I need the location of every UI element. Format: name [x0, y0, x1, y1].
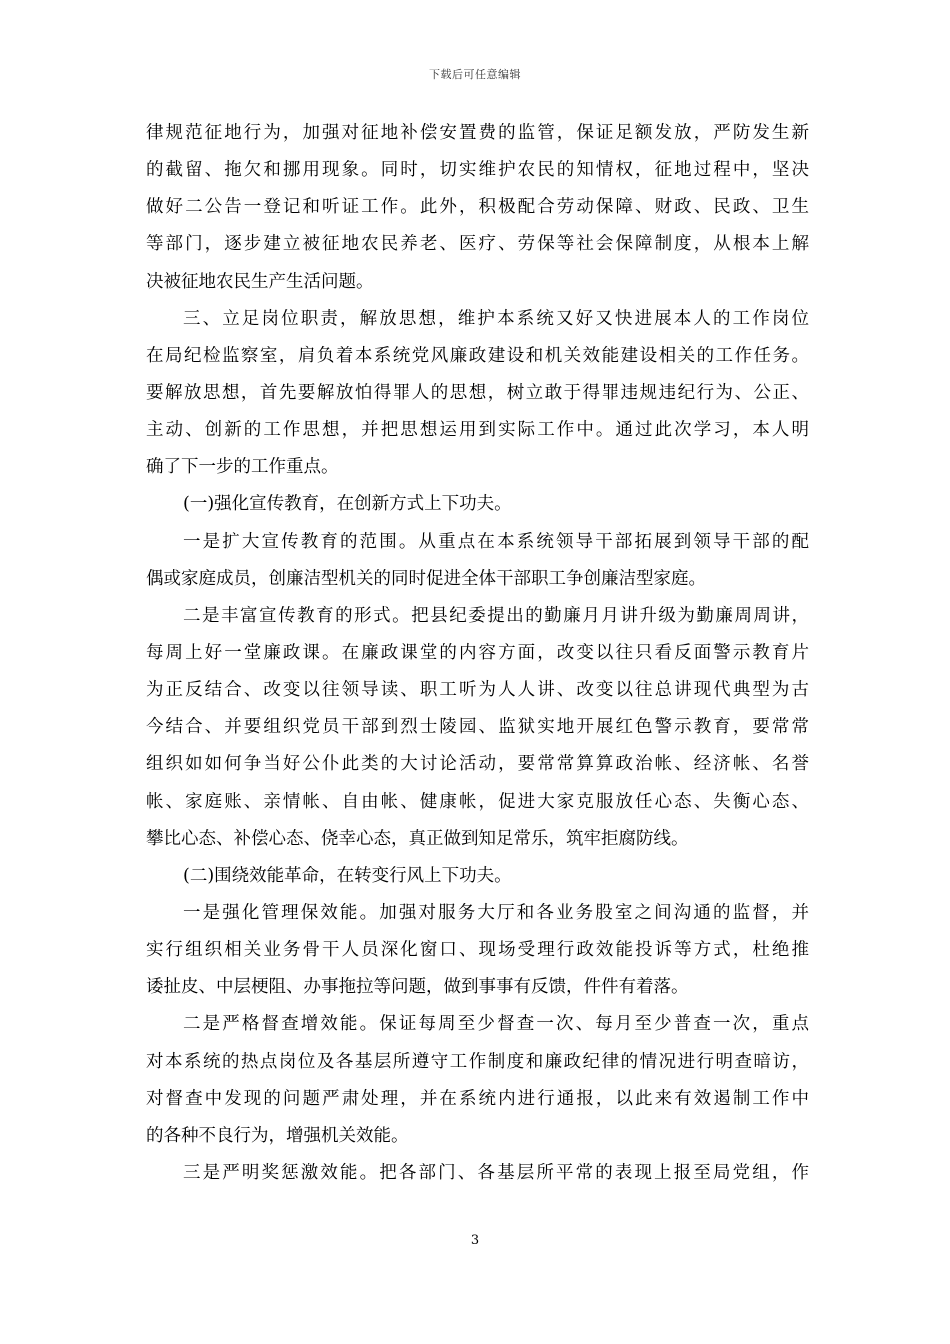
text-line: 偶或家庭成员，创廉洁型机关的同时促进全体干部职工争创廉洁型家庭。 [146, 568, 706, 589]
text-line: 一是扩大宣传教育的范围。从重点在本系统领导干部拓展到领导干部的配 [183, 531, 809, 552]
text-line: 每周上好一堂廉政课。在廉政课堂的内容方面，改变以往只看反面警示教育片 [146, 642, 809, 663]
text-line: 三、立足岗位职责，解放思想，维护本系统又好又快进展本人的工作岗位 [183, 308, 809, 329]
text-line: 等部门，逐步建立被征地农民养老、医疗、劳保等社会保障制度，从根本上解 [146, 234, 809, 255]
text-line: 二是丰富宣传教育的形式。把县纪委提出的勤廉月月讲升级为勤廉周周讲， [183, 605, 809, 626]
text-line: 决被征地农民生产生活问题。 [146, 271, 374, 292]
text-line: 要解放思想，首先要解放怕得罪人的思想，树立敢于得罪违规违纪行为、公正、 [146, 382, 809, 403]
text-line: 律规范征地行为，加强对征地补偿安置费的监管，保证足额发放，严防发生新 [146, 123, 809, 143]
text-line: 主动、创新的工作思想，并把思想运用到实际工作中。通过此次学习，本人明 [146, 420, 809, 441]
text-line: 对本系统的热点岗位及各基层所遵守工作制度和廉政纪律的情况进行明查暗访， [146, 1051, 809, 1072]
text-line: 帐、家庭账、亲情帐、自由帐、健康帐，促进大家克服放任心态、失衡心态、 [146, 791, 809, 812]
text-line: 组织如如何争当好公仆此类的大讨论活动，要常常算算政治帐、经济帐、名誉 [146, 754, 809, 775]
text-line: 对督查中发现的问题严肃处理，并在系统内进行通报，以此来有效遏制工作中 [146, 1088, 809, 1109]
text-line: 诿扯皮、中层梗阻、办事拖拉等问题，做到事事有反馈，件件有着落。 [146, 977, 689, 998]
text-line: 今结合、并要组织党员干部到烈士陵园、监狱实地开展红色警示教育，要常常 [146, 717, 809, 738]
page-header: 下载后可任意编辑 [429, 68, 521, 81]
body-text [146, 115, 809, 1192]
page-number: 3 [470, 1233, 480, 1248]
text-line: 的各种不良行为，增强机关效能。 [146, 1125, 409, 1146]
text-line: 三是严明奖惩激效能。把各部门、各基层所平常的表现上报至局党组，作 [183, 1162, 809, 1183]
text-line: 的截留、拖欠和挪用现象。同时，切实维护农民的知情权，征地过程中，坚决 [146, 160, 809, 181]
text-line: (一)强化宣传教育，在创新方式上下功夫。 [183, 494, 512, 515]
text-line: 一是强化管理保效能。加强对服务大厅和各业务股室之间沟通的监督，并 [183, 902, 809, 923]
text-line: 做好二公告一登记和听证工作。此外，积极配合劳动保障、财政、民政、卫生 [146, 197, 809, 218]
text-line: 二是严格督查增效能。保证每周至少督查一次、每月至少普查一次，重点 [183, 1014, 809, 1035]
text-line: 确了下一步的工作重点。 [146, 457, 339, 478]
text-line: (二)围绕效能革命，在转变行风上下功夫。 [183, 865, 512, 886]
text-line: 攀比心态、补偿心态、侥幸心态，真正做到知足常乐，筑牢拒腐防线。 [146, 828, 689, 849]
text-line: 实行组织相关业务骨干人员深化窗口、现场受理行政效能投诉等方式，杜绝推 [146, 940, 809, 961]
text-line: 为正反结合、改变以往领导读、职工听为人人讲、改变以往总讲现代典型为古 [146, 680, 809, 701]
text-line: 在局纪检监察室，肩负着本系统党风廉政建设和机关效能建设相关的工作任务。 [146, 345, 809, 366]
